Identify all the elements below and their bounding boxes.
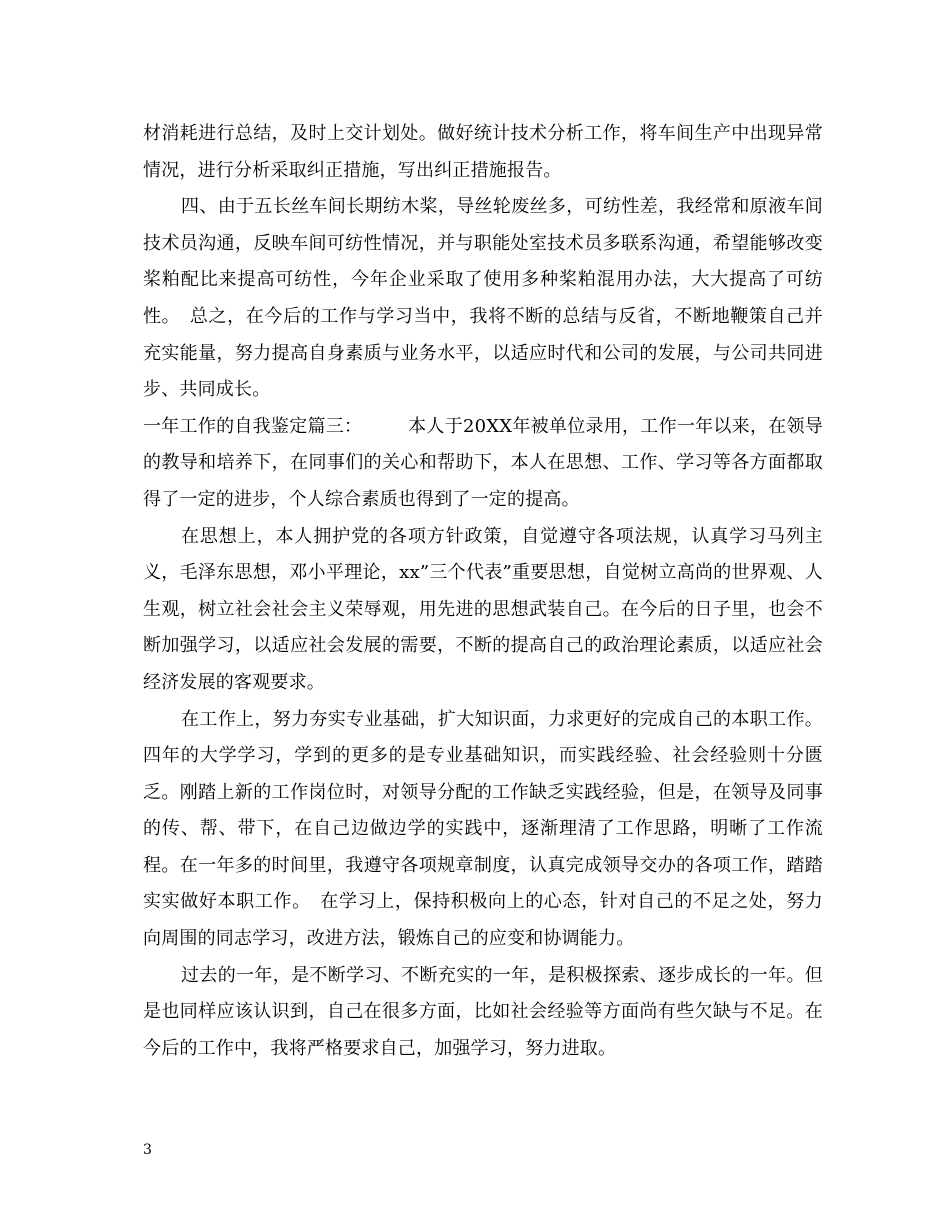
paragraph-5: 在工作上，努力夯实专业基础，扩大知识面，力求更好的完成自己的本职工作。四年的大学学习，学到的更多的是专业基础知识，而实践经验、社会经验则十分匮乏。刚踏上新的工作岗位时，对领导分配的工作缺乏实践经验，但是，在领导及同事的传、帮、带下，在自己边做边学的实践中，逐渐理清了工作思路，明晰了工作流程。在一年多的时间里，我遵守各项规章制度，认真完成领导交办的各项工作，踏踏实实做好本职工作。 在学习上，保持积极向上的心态，针对自己的不足之处，努力向周围的同志学习，改进方法，锻炼自己的应变和协调能力。 <box>143 708 823 950</box>
paragraph-6: 过去的一年，是不断学习、不断充实的一年，是积极探索、逐步成长的一年。但是也同样应该认识到，自己在很多方面，比如社会经验等方面尚有些欠缺与不足。在今后的工作中，我将严格要求自己，加强学习，努力进取。 <box>143 964 823 1059</box>
paragraph-3: 一年工作的自我鉴定篇三： 本人于20XX年被单位录用，工作一年以来，在领导的教导和培养下，在同事们的关心和帮助下，本人在思想、工作、学习等各方面都取得了一定的进步，个人综合素质也得到了一定的提高。 <box>143 415 823 510</box>
paragraph-4: 在思想上，本人拥护党的各项方针政策，自觉遵守各项法规，认真学习马列主义，毛泽东思想，邓小平理论，xx”三个代表”重要思想，自觉树立高尚的世界观、人生观，树立社会社会主义荣辱观，用先进的思想武装自己。在今后的日子里，也会不断加强学习，以适应社会发展的需要，不断的提高自己的政治理论素质，以适应社会经济发展的客观要求。 <box>143 525 823 693</box>
paragraph-2: 四、由于五长丝车间长期纺木桨，导丝轮废丝多，可纺性差，我经常和原液车间技术员沟通，反映车间可纺性情况，并与职能处室技术员多联系沟通，希望能够改变桨粕配比来提高可纺性，今年企业采取了使用多种桨粕混用办法，大大提高了可纺性。 总之，在今后的工作与学习当中，我将不断的总结与反省，不断地鞭策自己并充实能量，努力提高自身素质与业务水平，以适应时代和公司的发展，与公司共同进步、共同成长。 <box>143 196 823 401</box>
paragraph-1: 材消耗进行总结，及时上交计划处。做好统计技术分析工作，将车间生产中出现异常情况，进行分析采取纠正措施，写出纠正措施报告。 <box>143 123 823 181</box>
body-text <box>143 116 823 1067</box>
page-number: 3 <box>143 1142 152 1158</box>
